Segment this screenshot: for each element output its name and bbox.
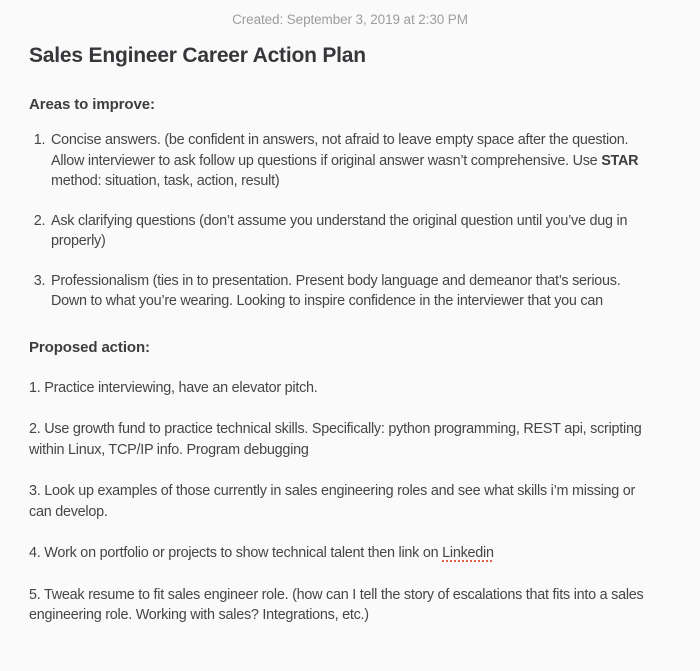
misspelled-word-linkedin[interactable]: Linkedin <box>442 545 494 561</box>
list-item-concise-answers <box>49 130 656 192</box>
note-title: Sales Engineer Career Action Plan <box>29 44 366 67</box>
paragraph-text: 4. Work on portfolio or projects to show technical talent then link on <box>29 545 443 561</box>
section-heading-areas-to-improve: Areas to improve: <box>29 96 155 113</box>
created-timestamp: Created: September 3, 2019 at 2:30 PM <box>232 12 468 27</box>
action-paragraph-look-up-examples: 3. Look up examples of those currently in sales engineering roles and see what skills i’m missing or can develop. <box>29 483 636 520</box>
action-paragraph-growth-fund: 2. Use growth fund to practice technical skills. Specifically: python programming, REST api, scripting within Linux, TCP/IP info. Program debugging <box>29 421 642 458</box>
areas-to-improve-list <box>29 130 656 312</box>
list-item-professionalism: 3. Professionalism (ties in to presentation. Present body language and demeanor that’s serious. Down to what you’re wearing. Looking to inspire confidence in the interviewer that you can <box>49 271 656 312</box>
action-paragraph-practice-interviewing: 1. Practice interviewing, have an elevator pitch. <box>29 379 318 396</box>
action-paragraph-portfolio <box>29 543 656 564</box>
list-item-text: Concise answers. (be confident in answers, not afraid to leave empty space after the question. Allow interviewer to ask follow up questions if original answer wasn’t comprehensive. Use <box>51 132 629 169</box>
section-heading-proposed-action: Proposed action: <box>29 338 150 356</box>
action-paragraph-tweak-resume: 5. Tweak resume to fit sales engineer role. (how can I tell the story of escalations that fits into a sales engineering role. Working with sales? Integrations, etc.) <box>29 586 644 623</box>
note-body[interactable] <box>0 43 700 626</box>
list-item-clarifying-questions: 2. Ask clarifying questions (don’t assume you understand the original question until you’ve dug in properly) <box>49 211 656 252</box>
list-item-text: method: situation, task, action, result) <box>51 173 280 189</box>
bold-text-star: STAR <box>601 152 639 169</box>
